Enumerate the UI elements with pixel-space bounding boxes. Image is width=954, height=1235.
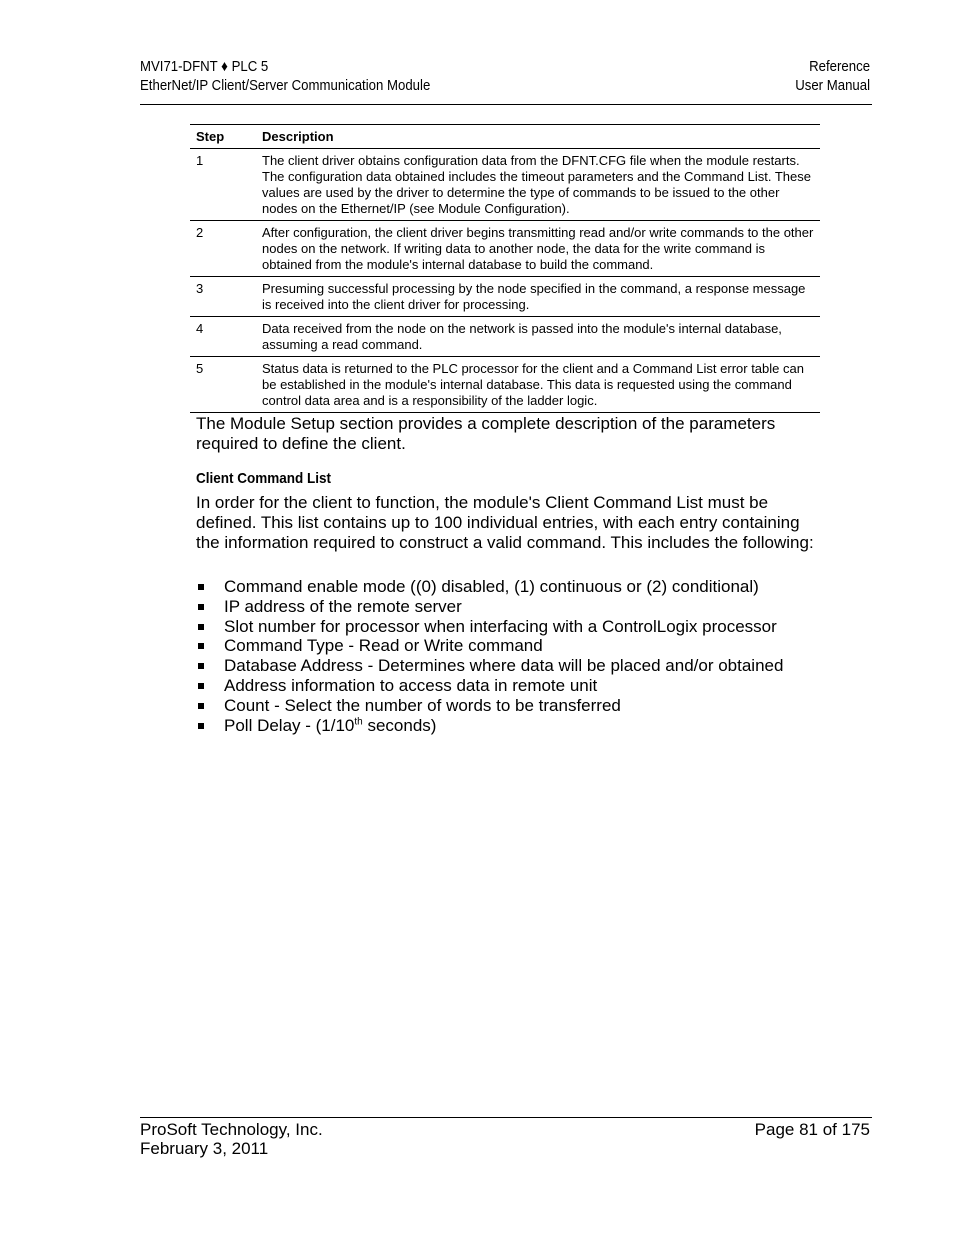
list-item: Slot number for processor when interfacing with a ControlLogix processor: [196, 617, 836, 637]
footer-left: [140, 1120, 323, 1158]
bullet-icon: [198, 604, 204, 610]
document-title: MVI71-DFNT ♦ PLC 5: [140, 58, 269, 75]
steps-table: [190, 124, 820, 413]
page-number: Page 81 of 175: [754, 1120, 870, 1139]
module-setup-paragraph: The Module Setup section provides a complete description of the parameters required to define the client.: [196, 414, 776, 453]
step-description: The client driver obtains configuration data from the DFNT.CFG file when the module restarts. The configuration data obtained includes the timeout parameters and the Command List. These values are used by the driver to determine the type of commands to be issued to the other nodes on the Ethernet/IP (see Module Configuration).: [256, 149, 820, 221]
header-right: [795, 57, 870, 95]
step-number: 2: [190, 221, 256, 277]
step-number: 3: [190, 277, 256, 317]
table-row: [190, 357, 820, 413]
list-item: Database Address - Determines where data will be placed and/or obtained: [196, 656, 836, 676]
list-item: Command Type - Read or Write command: [196, 636, 836, 656]
bullet-icon: [198, 723, 204, 729]
section-heading: Client Command List: [196, 470, 332, 487]
superscript: th: [354, 715, 363, 727]
step-description: Presuming successful processing by the node specified in the command, a response message is received into the client driver for processing.: [256, 277, 820, 317]
step-description: After configuration, the client driver begins transmitting read and/or write commands to the other nodes on the network. If writing data to another node, the data for the write command is obtained from the module's internal database to build the command.: [256, 221, 820, 277]
header-left: [140, 57, 782, 95]
list-item: IP address of the remote server: [196, 597, 836, 617]
table-row: [190, 277, 820, 317]
table-header-row: [190, 125, 820, 149]
table-row: [190, 221, 820, 277]
list-item: Address information to access data in remote unit: [196, 676, 836, 696]
footer-divider: [140, 1117, 872, 1118]
command-fields-list: [196, 577, 836, 735]
manual-label: User Manual: [795, 77, 870, 94]
step-description: Data received from the node on the network is passed into the module's internal database, assuming a read command.: [256, 317, 820, 357]
footer-date: February 3, 2011: [140, 1139, 269, 1158]
header-divider: [140, 104, 872, 105]
list-item: Command enable mode ((0) disabled, (1) continuous or (2) conditional): [196, 577, 836, 597]
step-number: 1: [190, 149, 256, 221]
section-label: Reference: [809, 58, 870, 75]
list-item: Count - Select the number of words to be transferred: [196, 696, 836, 716]
list-item: Poll Delay - (1/10th seconds): [196, 716, 836, 736]
bullet-icon: [198, 624, 204, 630]
step-number: 5: [190, 357, 256, 413]
column-header-step: Step: [190, 125, 256, 149]
footer-company: ProSoft Technology, Inc.: [140, 1120, 323, 1139]
command-list-paragraph: In order for the client to function, the module's Client Command List must be defined. This list contains up to 100 individual entries, with each entry containing the information required to construct a valid command. This includes the following:: [196, 493, 814, 552]
column-header-description: Description: [256, 125, 820, 149]
table-row: [190, 317, 820, 357]
bullet-icon: [198, 683, 204, 689]
bullet-icon: [198, 703, 204, 709]
step-number: 4: [190, 317, 256, 357]
step-description: Status data is returned to the PLC processor for the client and a Command List error table can be established in the module's internal database. This data is requested using the command control data area and is a responsibility of the ladder logic.: [256, 357, 820, 413]
bullet-icon: [198, 663, 204, 669]
table-row: [190, 149, 820, 221]
bullet-icon: [198, 643, 204, 649]
bullet-icon: [198, 584, 204, 590]
document-subtitle: EtherNet/IP Client/Server Communication Module: [140, 77, 431, 94]
